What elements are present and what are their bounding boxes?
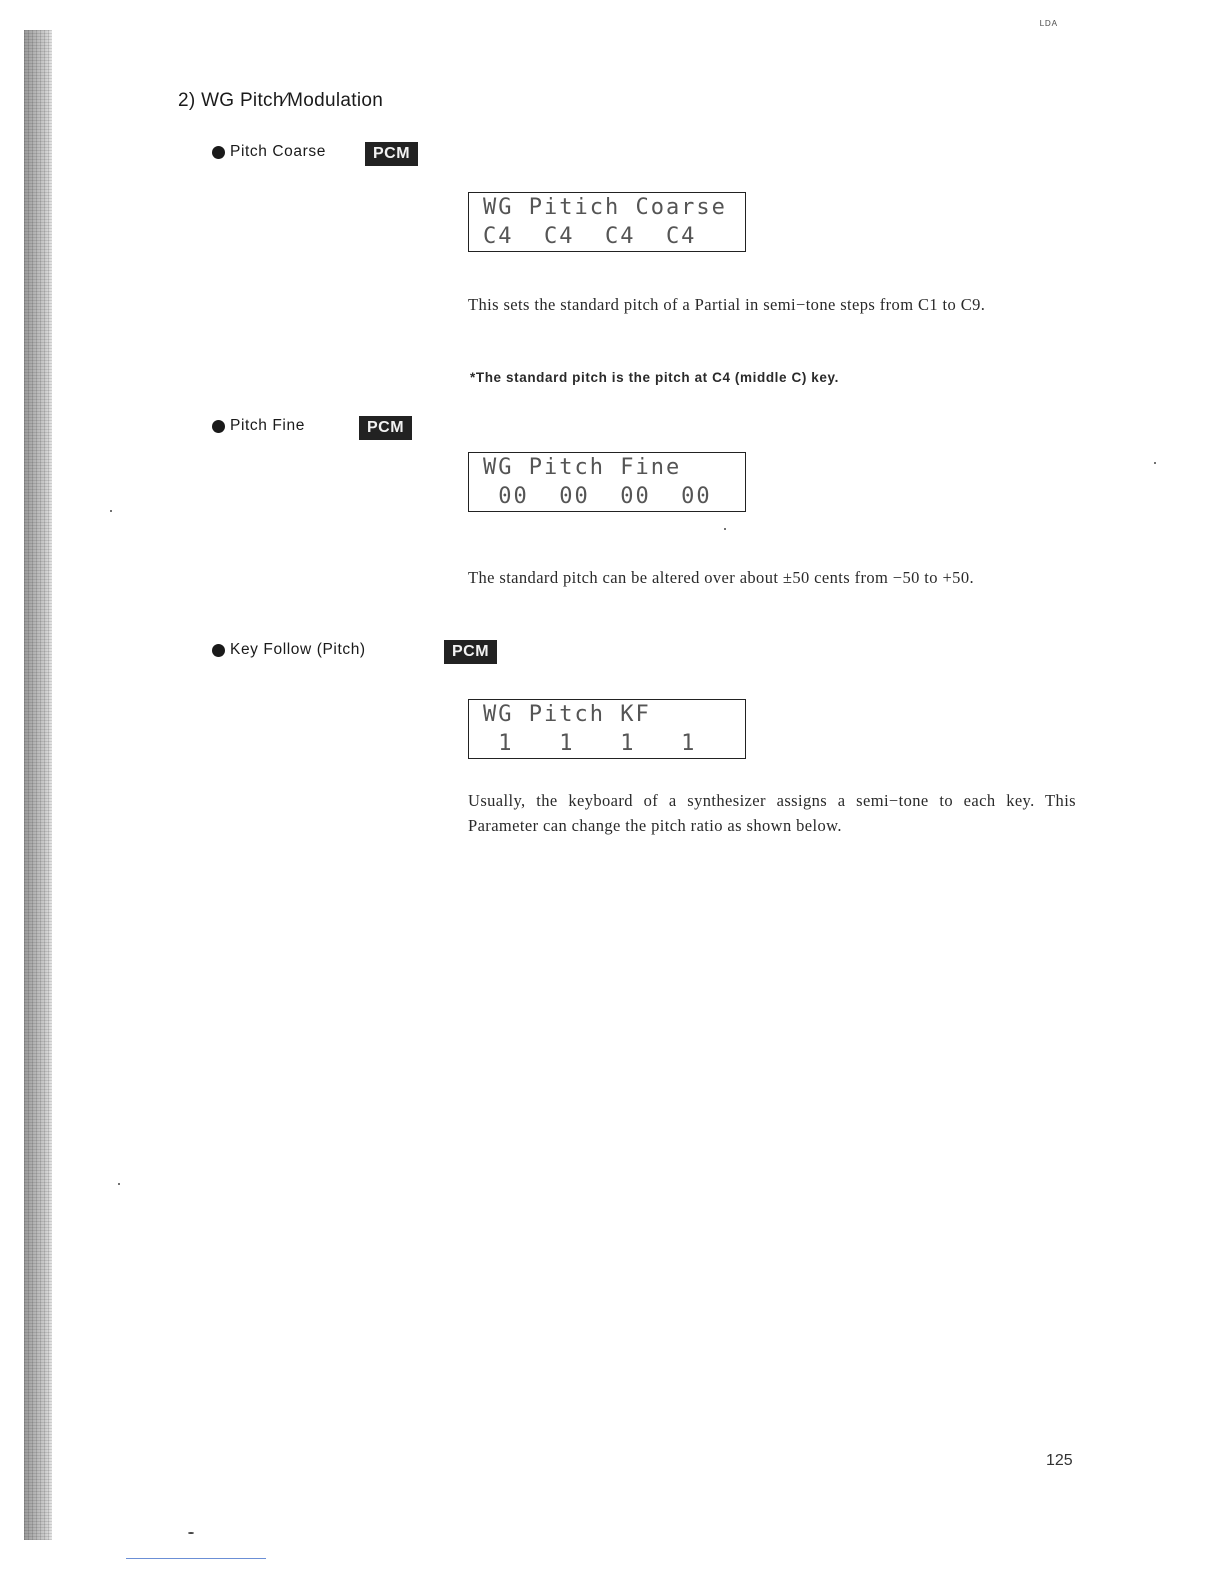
lcd-display-key-follow [468,699,746,759]
scan-speck [1154,462,1156,464]
lcd-line-2: C4 C4 C4 C4 [483,224,697,249]
lcd-display-pitch-fine [468,452,746,512]
description-key-follow: Usually, the keyboard of a synthesizer assigns a semi−tone to each key. This Parameter can change the pitch ratio as shown below. [468,791,1076,835]
bottom-edge-line [126,1558,266,1559]
scan-speck [118,1183,120,1185]
description-pitch-fine: The standard pitch can be altered over about ±50 cents from −50 to +50. [468,568,974,587]
pcm-badge: PCM [359,416,412,440]
page-number: 125 [1046,1452,1073,1469]
pcm-badge: PCM [365,142,418,166]
lcd-display-pitch-coarse [468,192,746,252]
lcd-line-2: 1 1 1 1 [483,731,697,756]
param-heading-pitch-coarse [212,143,326,161]
pcm-badge: PCM [444,640,497,664]
param-label: Key Follow (Pitch) [230,641,366,658]
lcd-line-1: WG Pitch KF [483,702,651,727]
lcd-line-1: WG Pitch Fine [483,455,682,480]
bullet-icon [212,146,225,159]
lcd-line-2: 00 00 00 00 [483,484,712,509]
standard-pitch-note: *The standard pitch is the pitch at C4 (middle C) key. [470,370,839,385]
bullet-icon [212,644,225,657]
lcd-line-1: WG Pitich Coarse [483,195,727,220]
param-label: Pitch Fine [230,417,305,434]
description-pitch-coarse: This sets the standard pitch of a Partial in semi−tone steps from C1 to C9. [468,295,986,314]
param-heading-key-follow [212,641,366,659]
param-label: Pitch Coarse [230,143,326,160]
section-title: 2) WG Pitch⁄Modulation [178,90,384,111]
scan-speck [110,510,112,512]
param-heading-pitch-fine [212,417,305,435]
scan-speck [188,1532,194,1534]
bullet-icon [212,420,225,433]
corner-mark: ᴸᴰᴬ [1040,18,1059,32]
page-binding-edge [24,30,52,1540]
scan-speck [724,528,726,530]
